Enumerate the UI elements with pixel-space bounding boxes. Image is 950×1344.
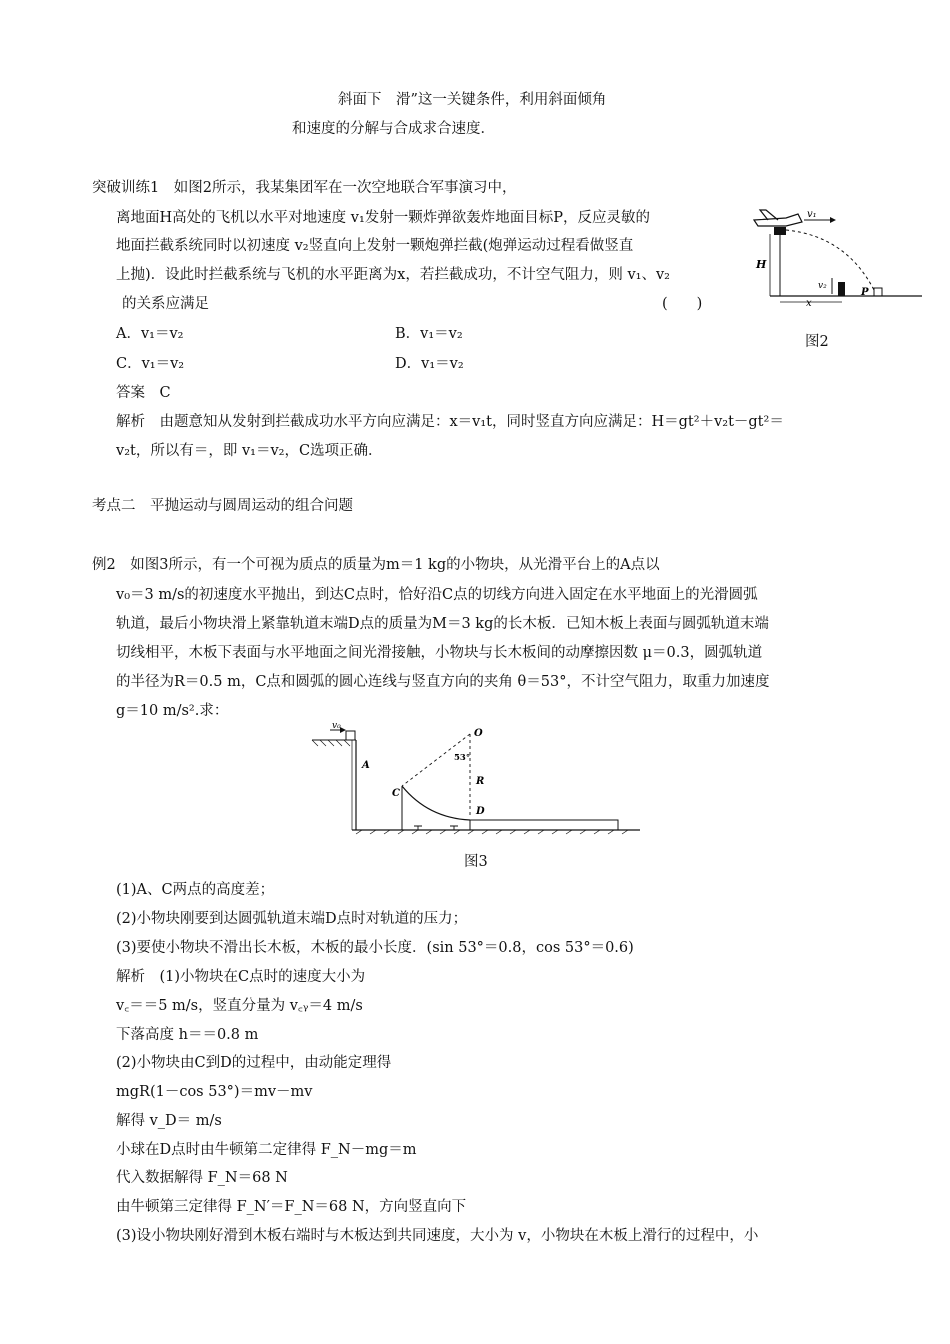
intro-line-1: 斜面下 滑”这一关键条件，利用斜面倾角 <box>338 92 607 108</box>
solution-line-7: 小球在D点时由牛顿第二定律得 F_N－mg＝m <box>116 1142 417 1158</box>
question-3: (3)要使小物块不滑出长木板，木板的最小长度．(sin 53°＝0.8，cos 53°＝0.6) <box>116 940 634 956</box>
answer: 答案 C <box>116 385 171 401</box>
figure-3-caption: 图3 <box>464 854 488 870</box>
solution-line-5: mgR(1－cos 53°)＝mv－mv <box>116 1084 313 1100</box>
training-lead: 突破训练1 如图2所示，我某集团军在一次空地联合军事演习中， <box>92 180 517 196</box>
option-a: A．v₁＝v₂ <box>116 326 184 342</box>
fig3-label-d: D <box>476 806 485 817</box>
fig3-label-a: A <box>362 760 370 771</box>
example-lead: 例2 如图3所示，有一个可视为质点的质量为m＝1 kg的小物块，从光滑平台上的A点以 <box>92 557 660 573</box>
fig2-label-h: H <box>756 258 767 271</box>
intro-line-2: 和速度的分解与合成求合速度． <box>292 121 495 137</box>
training-line-2: 离地面H高处的飞机以水平对地速度 v₁发射一颗炸弹欲轰炸地面目标P，反应灵敏的 <box>116 210 651 226</box>
example-line-4: 切线相平，木板下表面与水平地面之间光滑接触，小物块与长木板间的动摩擦因数 μ＝0.3，圆弧轨道 <box>116 645 763 661</box>
fig2-label-p: P <box>861 287 869 298</box>
question-1: (1)A、C两点的高度差； <box>116 882 275 898</box>
section-title: 考点二 平抛运动与圆周运动的组合问题 <box>92 498 353 514</box>
analysis-line-2: v₂t，所以有＝，即 v₁＝v₂，C选项正确． <box>116 443 383 459</box>
example-line-2: v₀＝3 m/s的初速度水平抛出，到达C点时，恰好沿C点的切线方向进入固定在水平地面上的光滑圆弧 <box>116 587 758 603</box>
option-c: C．v₁＝v₂ <box>116 356 185 372</box>
solution-line-3: 下落高度 h＝＝0.8 m <box>116 1027 259 1043</box>
fig3-label-v0: v₀ <box>332 722 341 731</box>
analysis-line-1: 解析 由题意知从发射到拦截成功水平方向应满足：x＝v₁t，同时竖直方向应满足：H＝gt²＋v₂t－gt²＝ <box>116 414 784 430</box>
training-line-4: 上抛)．设此时拦截系统与飞机的水平距离为x，若拦截成功，不计空气阻力，则 v₁、v₂ <box>116 267 670 283</box>
training-line-3: 地面拦截系统同时以初速度 v₂竖直向上发射一颗炮弹拦截(炮弹运动过程看做竖直 <box>116 238 634 254</box>
fig3-label-r: R <box>476 776 485 787</box>
answer-paren: ( ) <box>662 296 703 312</box>
solution-line-8: 代入数据解得 F_N＝68 N <box>116 1170 288 1186</box>
example-line-6: g＝10 m/s².求： <box>116 703 229 719</box>
fig3-label-o: O <box>474 728 483 739</box>
example-line-3: 轨道，最后小物块滑上紧靠轨道末端D点的质量为M＝3 kg的长木板．已知木板上表面与圆弧轨道末端 <box>116 616 769 632</box>
fig2-label-v2: v₂ <box>818 281 827 291</box>
figure-2-caption: 图2 <box>805 334 829 350</box>
fig3-label-c: C <box>392 788 400 799</box>
option-b: B．v₁＝v₂ <box>395 326 463 342</box>
solution-line-4: (2)小物块由C到D的过程中，由动能定理得 <box>116 1055 392 1071</box>
figure-2 <box>746 206 926 306</box>
option-d: D．v₁＝v₂ <box>395 356 464 372</box>
question-2: (2)小物块刚要到达圆弧轨道末端D点时对轨道的压力； <box>116 911 468 927</box>
solution-line-9: 由牛顿第三定律得 F_N′＝F_N＝68 N，方向竖直向下 <box>116 1199 467 1215</box>
solution-line-6: 解得 v_D＝ m/s <box>116 1113 222 1129</box>
fig2-label-x: x <box>806 298 812 306</box>
training-line-5: 的关系应满足 <box>122 296 209 312</box>
solution-line-1: 解析 (1)小物块在C点时的速度大小为 <box>116 969 366 985</box>
fig3-label-angle: 53° <box>454 753 471 763</box>
figure-3 <box>310 722 650 840</box>
fig2-label-v1: v₁ <box>807 209 817 220</box>
solution-line-10: (3)设小物块刚好滑到木板右端时与木板达到共同速度，大小为 v，小物块在木板上滑行的过程中，小 <box>116 1228 759 1244</box>
example-line-5: 的半径为R＝0.5 m，C点和圆弧的圆心连线与竖直方向的夹角 θ＝53°，不计空气阻力，取重力加速度 <box>116 674 770 690</box>
solution-line-2: v꜀＝＝5 m/s，竖直分量为 v꜀ᵧ＝4 m/s <box>116 998 363 1014</box>
